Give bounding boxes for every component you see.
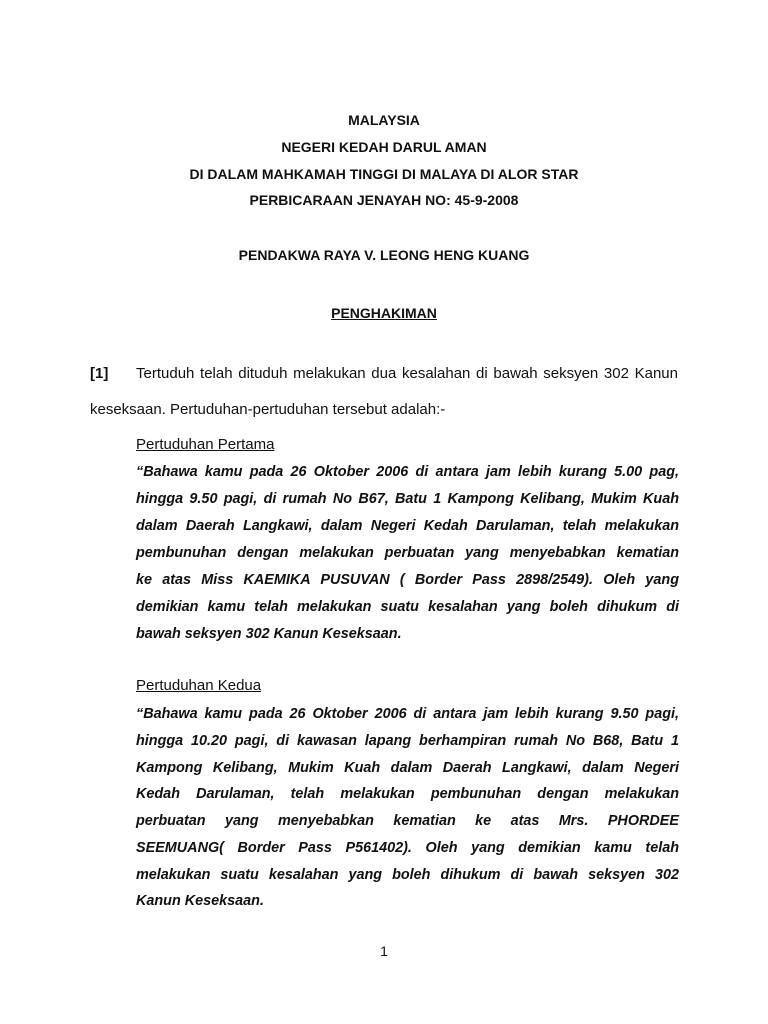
parties-heading: PENDAKWA RAYA V. LEONG HENG KUANG xyxy=(238,247,530,263)
country-heading: MALAYSIA xyxy=(348,112,420,128)
charge-2-line: Kanun Keseksaan. xyxy=(136,893,264,909)
paragraph-1-line-2: keseksaan. Pertuduhan-pertuduhan tersebut adalah:- xyxy=(90,401,446,418)
state-heading: NEGERI KEDAH DARUL AMAN xyxy=(281,139,487,155)
page-number: 1 xyxy=(380,943,388,959)
charge-1-line: hingga 9.50 pagi, di rumah No B67, Batu 1 Kampong Kelibang, Mukim Kuah xyxy=(136,491,679,507)
charge-2-line: “Bahawa kamu pada 26 Oktober 2006 di antara jam lebih kurang 9.50 pagi, xyxy=(136,706,679,722)
charge-1-line: pembunuhan dengan melakukan perbuatan yang menyebabkan kematian xyxy=(136,545,679,561)
court-heading: DI DALAM MAHKAMAH TINGGI DI MALAYA DI ALOR STAR xyxy=(189,166,579,182)
charge-1-line: demikian kamu telah melakukan suatu kesalahan yang boleh dihukum di xyxy=(136,599,679,615)
case-number-heading: PERBICARAAN JENAYAH NO: 45-9-2008 xyxy=(249,192,519,208)
charge-2-line: melakukan suatu kesalahan yang boleh dihukum di bawah seksyen 302 xyxy=(136,867,679,883)
paragraph-number: [1] xyxy=(90,365,109,382)
charge-2-line: SEEMUANG( Border Pass P561402). Oleh yang demikian kamu telah xyxy=(136,840,679,856)
paragraph-1-line-1: Tertuduh telah dituduh melakukan dua kesalahan di bawah seksyen 302 Kanun xyxy=(136,365,678,382)
charge-2-line: perbuatan yang menyebabkan kematian ke atas Mrs. PHORDEE xyxy=(136,813,679,829)
charge-2-line: Kampong Kelibang, Mukim Kuah dalam Daerah Langkawi, dalam Negeri xyxy=(136,760,679,776)
charge-1-line: ke atas Miss KAEMIKA PUSUVAN ( Border Pass 2898/2549). Oleh yang xyxy=(136,572,679,588)
charge-1-line: dalam Daerah Langkawi, dalam Negeri Kedah Darulaman, telah melakukan xyxy=(136,518,679,534)
charge-1-line: “Bahawa kamu pada 26 Oktober 2006 di antara jam lebih kurang 5.00 pag, xyxy=(136,464,679,480)
charge-2-line: hingga 10.20 pagi, di kawasan lapang berhampiran rumah No B68, Batu 1 xyxy=(136,733,679,749)
charge-2-line: Kedah Darulaman, telah melakukan pembunuhan dengan melakukan xyxy=(136,786,679,802)
charge-1-heading: Pertuduhan Pertama xyxy=(136,436,275,453)
charge-1-line: bawah seksyen 302 Kanun Keseksaan. xyxy=(136,626,402,642)
charge-2-heading: Pertuduhan Kedua xyxy=(136,677,262,694)
judgment-title: PENGHAKIMAN xyxy=(331,305,437,321)
